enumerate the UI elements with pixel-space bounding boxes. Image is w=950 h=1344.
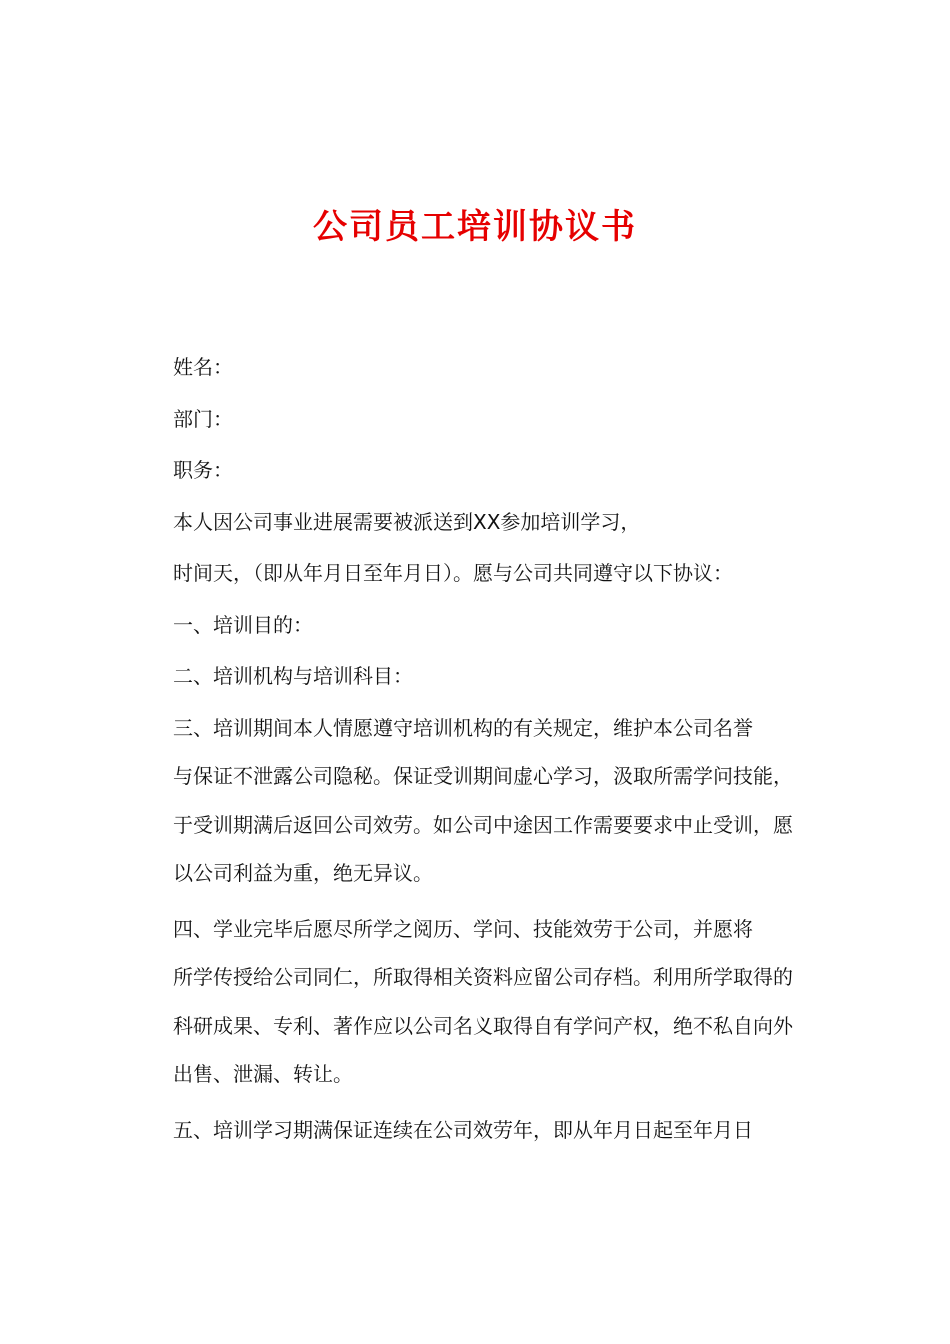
clause-1: 一、培训目的：	[173, 612, 313, 637]
clause-3-line: 三、培训期间本人情愿遵守培训机构的有关规定，维护本公司名誉	[173, 715, 753, 740]
name-field-label: 姓名：	[173, 355, 233, 379]
document-body	[173, 343, 833, 1154]
intro-line-1: 本人因公司事业进展需要被派送到XX参加培训学习，	[173, 509, 641, 534]
clause-4-line: 所学传授给公司同仁，所取得相关资料应留公司存档。利用所学取得的	[173, 965, 793, 989]
clause-5	[173, 1106, 833, 1155]
clause-4	[173, 905, 833, 1099]
clause-3-line: 于受训期满后返回公司效劳。如公司中途因工作需要要求中止受训，愿	[173, 812, 793, 837]
position-field-label: 职务：	[173, 458, 233, 482]
clause-3-line: 以公司利益为重，绝无异议。	[173, 861, 433, 885]
clause-5-line: 五、培训学习期满保证连续在公司效劳年，即从年月日起至年月日	[173, 1117, 753, 1142]
clause-2: 二、培训机构与培训科目：	[173, 664, 413, 688]
department-field-label: 部门：	[173, 406, 233, 431]
intro-line-2: 时间天，（即从年月日至年月日）。愿与公司共同遵守以下协议：	[173, 561, 733, 585]
clause-4-line: 出售、泄漏、转让。	[173, 1062, 353, 1086]
document-title: 公司员工培训协议书	[313, 207, 637, 247]
clause-4-line: 科研成果、专利、著作应以公司名义取得自有学问产权，绝不私自向外	[173, 1013, 793, 1038]
clause-3	[173, 704, 833, 898]
clause-4-line: 四、学业完毕后愿尽所学之阅历、学问、技能效劳于公司，并愿将	[173, 916, 753, 941]
clause-3-line: 与保证不泄露公司隐秘。保证受训期间虚心学习，汲取所需学问技能，	[173, 764, 793, 788]
